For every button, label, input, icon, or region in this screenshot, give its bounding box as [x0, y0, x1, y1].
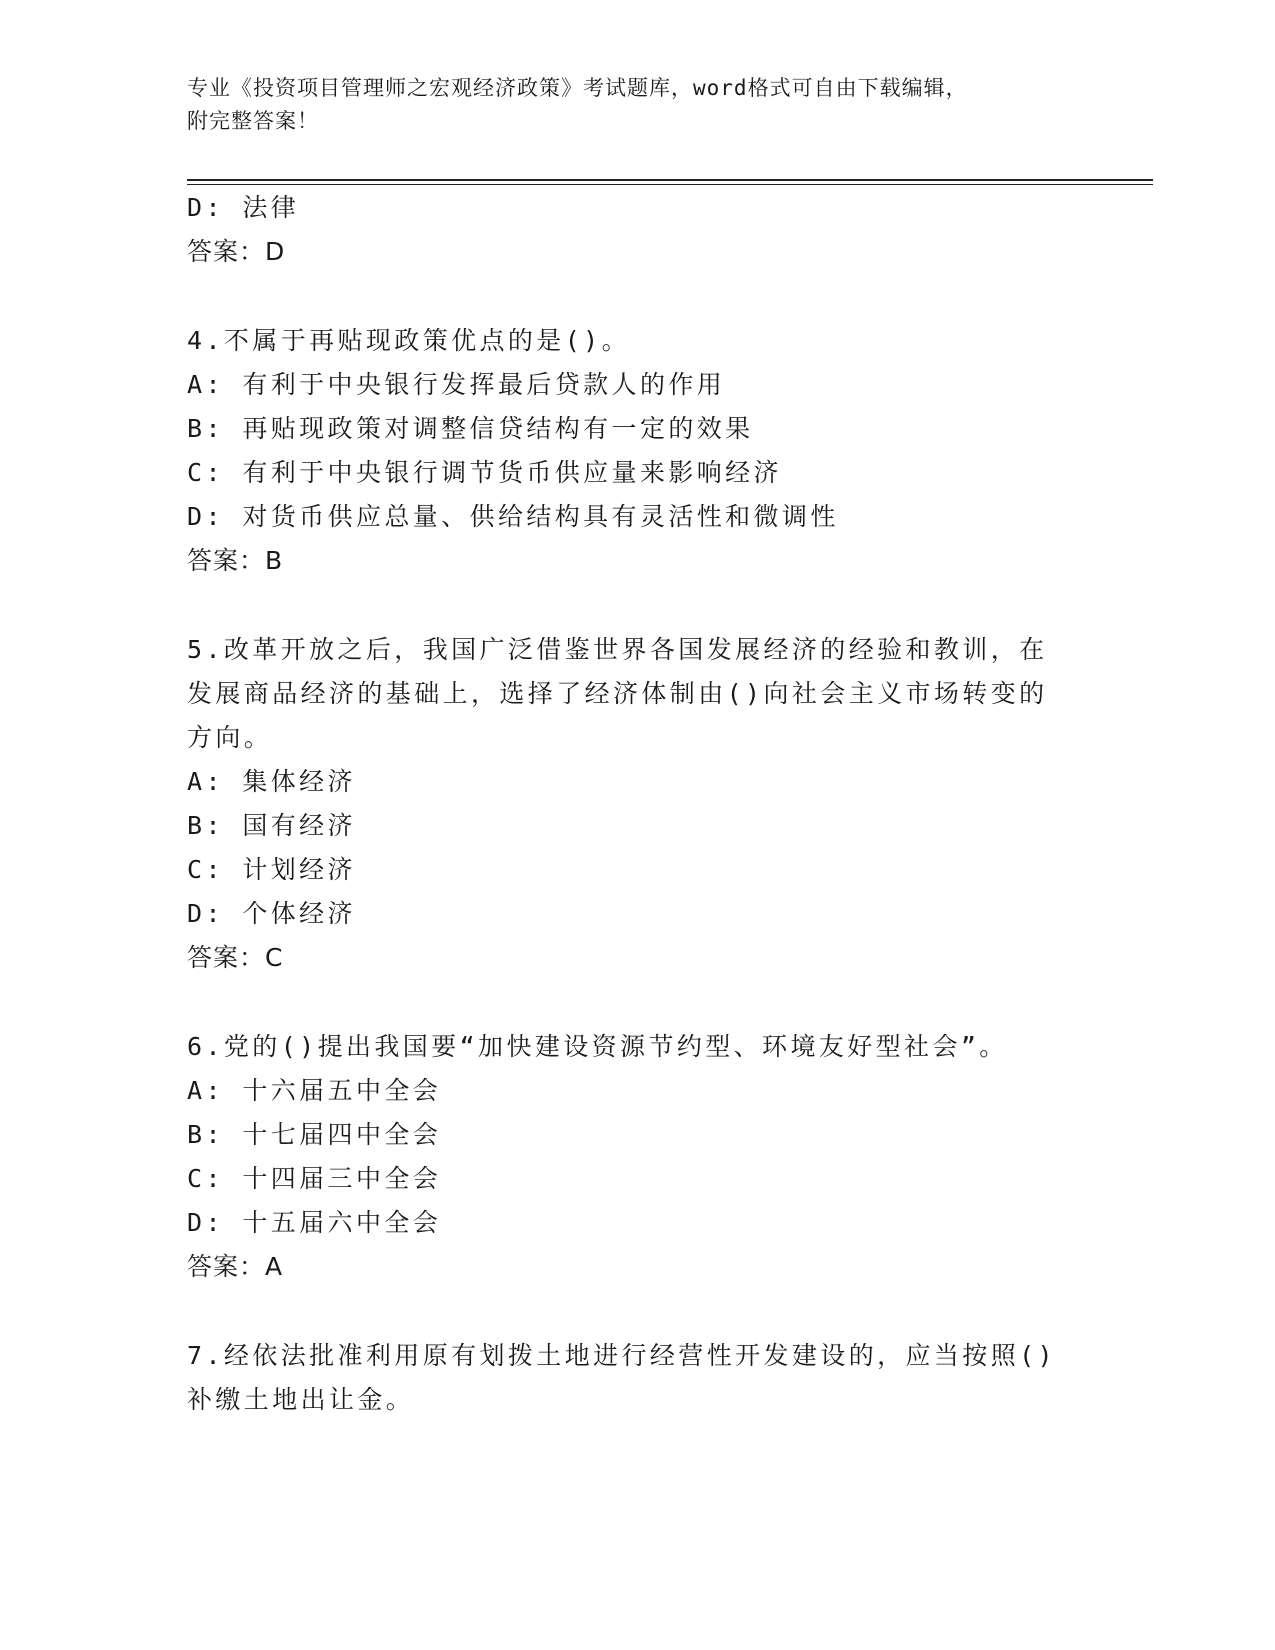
header-divider-thick [187, 179, 1153, 181]
q4-option-c: C: 有利于中央银行调节货币供应量来影响经济 [187, 458, 782, 487]
q5-option-a: A: 集体经济 [187, 767, 356, 796]
q6-option-b: B: 十七届四中全会 [187, 1120, 442, 1149]
q5-option-d: D: 个体经济 [187, 899, 356, 928]
q3-answer: 答案：D [187, 237, 286, 266]
q5-stem-line-2: 发展商品经济的基础上，选择了经济体制由()向社会主义市场转变的 [187, 679, 1048, 708]
header-line-2: 附完整答案！ [187, 109, 319, 133]
q7-stem-line-2: 补缴土地出让金。 [187, 1385, 415, 1414]
q6-option-c: C: 十四届三中全会 [187, 1164, 442, 1193]
q6-answer: 答案：A [187, 1252, 284, 1281]
q5-answer: 答案：C [187, 943, 284, 972]
document-header [187, 72, 1067, 138]
q3-option-d: D: 法律 [187, 193, 300, 222]
q5-option-c: C: 计划经济 [187, 855, 356, 884]
q6-option-d: D: 十五届六中全会 [187, 1208, 442, 1237]
q4-stem: 4.不属于再贴现政策优点的是()。 [187, 326, 631, 355]
header-line-1: 专业《投资项目管理师之宏观经济政策》考试题库，word格式可自由下载编辑， [187, 76, 968, 100]
q4-answer: 答案：B [187, 546, 284, 575]
q4-option-a: A: 有利于中央银行发挥最后贷款人的作用 [187, 370, 726, 399]
q5-stem-line-1: 5.改革开放之后，我国广泛借鉴世界各国发展经济的经验和教训，在 [187, 635, 1048, 664]
header-divider-thin [187, 184, 1153, 185]
q5-option-b: B: 国有经济 [187, 811, 356, 840]
q6-option-a: A: 十六届五中全会 [187, 1076, 442, 1105]
q5-stem-line-3: 方向。 [187, 723, 273, 752]
q7-stem-line-1: 7.经依法批准利用原有划拨土地进行经营性开发建设的，应当按照() [187, 1341, 1057, 1370]
q6-stem: 6.党的()提出我国要“加快建设资源节约型、环境友好型社会”。 [187, 1032, 1008, 1061]
q4-option-d: D: 对货币供应总量、供给结构具有灵活性和微调性 [187, 502, 839, 531]
q4-option-b: B: 再贴现政策对调整信贷结构有一定的效果 [187, 414, 754, 443]
